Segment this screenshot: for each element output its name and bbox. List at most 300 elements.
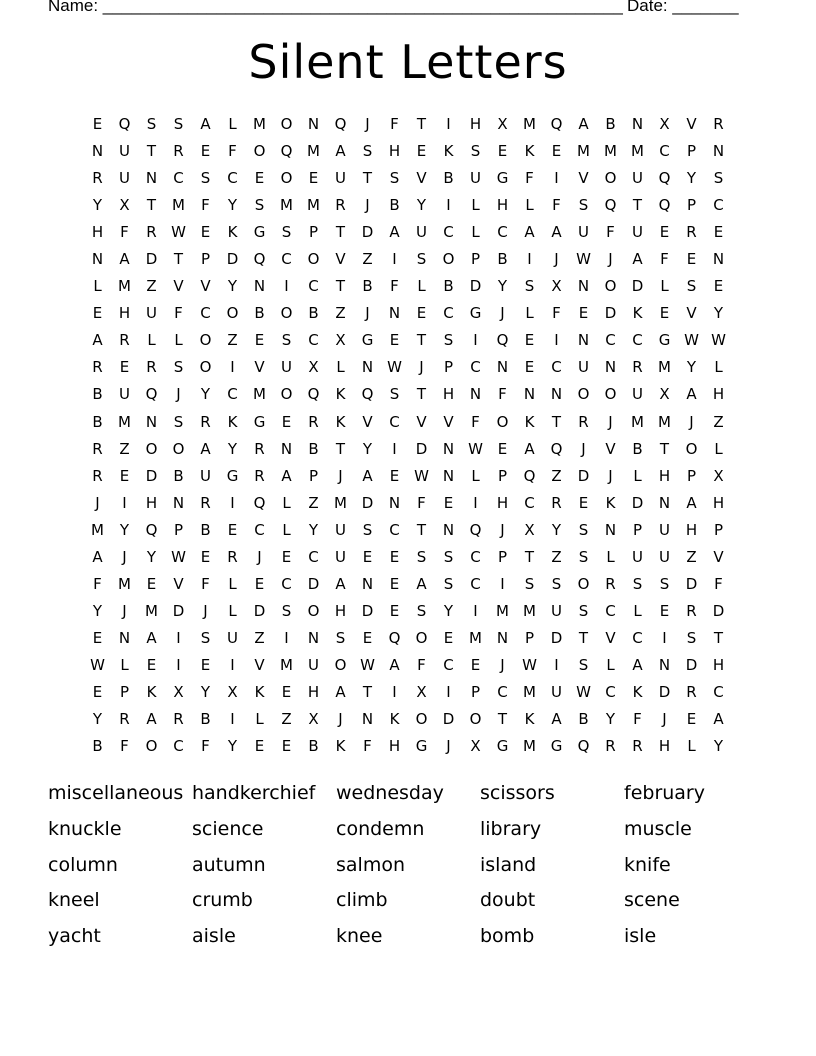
grid-letter[interactable]: E xyxy=(92,682,103,701)
grid-letter[interactable]: D xyxy=(577,466,590,485)
grid-letter[interactable]: E xyxy=(551,142,562,161)
grid-letter[interactable]: U xyxy=(659,520,670,539)
grid-letter[interactable]: Y xyxy=(92,196,103,215)
grid-letter[interactable]: S xyxy=(362,520,373,539)
grid-letter[interactable]: R xyxy=(686,682,697,701)
grid-letter[interactable]: C xyxy=(200,304,211,323)
grid-letter[interactable]: R xyxy=(92,466,103,485)
grid-letter[interactable]: L xyxy=(255,710,264,729)
grid-letter[interactable]: Y xyxy=(605,710,616,729)
grid-letter[interactable]: A xyxy=(200,439,211,458)
grid-letter[interactable]: T xyxy=(524,547,535,566)
grid-letter[interactable]: S xyxy=(389,385,400,404)
grid-letter[interactable]: H xyxy=(685,520,698,539)
grid-letter[interactable]: Z xyxy=(686,547,697,566)
grid-letter[interactable]: N xyxy=(118,628,131,647)
grid-letter[interactable]: T xyxy=(335,223,346,242)
grid-letter[interactable]: X xyxy=(227,682,238,701)
grid-letter[interactable]: N xyxy=(577,331,590,350)
grid-letter[interactable]: E xyxy=(200,223,211,242)
grid-letter[interactable]: T xyxy=(632,196,643,215)
grid-letter[interactable]: B xyxy=(92,412,103,431)
grid-letter[interactable]: J xyxy=(365,304,370,323)
grid-letter[interactable]: K xyxy=(227,223,238,242)
grid-letter[interactable]: P xyxy=(632,520,643,539)
grid-letter[interactable]: K xyxy=(524,710,535,729)
grid-letter[interactable]: H xyxy=(712,655,725,674)
grid-letter[interactable]: N xyxy=(361,710,374,729)
grid-letter[interactable]: F xyxy=(201,574,210,593)
grid-letter[interactable]: I xyxy=(446,115,451,133)
grid-letter[interactable]: B xyxy=(200,710,211,729)
grid-letter[interactable]: E xyxy=(389,547,400,566)
grid-letter[interactable]: L xyxy=(228,601,237,620)
grid-letter[interactable]: N xyxy=(91,142,104,161)
grid-letter[interactable]: E xyxy=(146,655,157,674)
grid-letter[interactable]: C xyxy=(632,331,643,350)
grid-letter[interactable]: F xyxy=(498,385,507,404)
grid-letter[interactable]: B xyxy=(389,196,400,215)
grid-letter[interactable]: E xyxy=(659,304,670,323)
grid-letter[interactable]: H xyxy=(91,223,104,242)
grid-letter[interactable]: C xyxy=(524,493,535,512)
grid-letter[interactable]: H xyxy=(496,196,509,215)
grid-letter[interactable]: R xyxy=(632,737,643,756)
grid-letter[interactable]: X xyxy=(659,385,670,404)
grid-letter[interactable]: Y xyxy=(92,710,103,729)
grid-letter[interactable]: Q xyxy=(577,737,590,756)
grid-letter[interactable]: E xyxy=(713,223,724,242)
grid-letter[interactable]: O xyxy=(577,385,590,404)
grid-letter[interactable]: I xyxy=(554,655,559,674)
grid-letter[interactable]: K xyxy=(227,412,238,431)
grid-letter[interactable]: D xyxy=(415,439,428,458)
grid-letter[interactable]: I xyxy=(284,628,289,647)
grid-letter[interactable]: E xyxy=(443,493,454,512)
grid-letter[interactable]: S xyxy=(524,277,535,296)
grid-letter[interactable]: V xyxy=(362,412,373,431)
grid-letter[interactable]: Z xyxy=(146,277,157,296)
grid-letter[interactable]: V xyxy=(254,358,265,377)
grid-letter[interactable]: L xyxy=(282,520,291,539)
grid-letter[interactable]: E xyxy=(92,628,103,647)
grid-letter[interactable]: Z xyxy=(308,493,319,512)
grid-letter[interactable]: O xyxy=(253,142,266,161)
grid-letter[interactable]: V xyxy=(200,277,211,296)
grid-letter[interactable]: M xyxy=(631,142,644,161)
grid-letter[interactable]: A xyxy=(335,142,346,161)
grid-letter[interactable]: Y xyxy=(686,358,697,377)
grid-letter[interactable]: B xyxy=(308,304,319,323)
grid-letter[interactable]: E xyxy=(146,574,157,593)
grid-letter[interactable]: F xyxy=(633,710,642,729)
grid-letter[interactable]: O xyxy=(469,710,482,729)
grid-letter[interactable]: E xyxy=(119,358,130,377)
grid-letter[interactable]: B xyxy=(497,250,508,269)
grid-letter[interactable]: A xyxy=(200,115,211,133)
grid-letter[interactable]: T xyxy=(659,439,670,458)
grid-letter[interactable]: Q xyxy=(145,520,158,539)
grid-letter[interactable]: J xyxy=(257,547,262,566)
grid-letter[interactable]: M xyxy=(469,628,482,647)
grid-letter[interactable]: E xyxy=(524,358,535,377)
grid-letter[interactable]: S xyxy=(254,196,265,215)
grid-letter[interactable]: M xyxy=(118,277,131,296)
grid-letter[interactable]: M xyxy=(118,412,131,431)
grid-letter[interactable]: E xyxy=(416,142,427,161)
grid-letter[interactable]: V xyxy=(713,547,724,566)
grid-letter[interactable]: W xyxy=(171,547,186,566)
grid-letter[interactable]: J xyxy=(419,358,424,377)
grid-letter[interactable]: R xyxy=(173,710,184,729)
grid-letter[interactable]: M xyxy=(145,601,158,620)
grid-letter[interactable]: I xyxy=(230,710,235,729)
grid-letter[interactable]: K xyxy=(335,412,346,431)
grid-letter[interactable]: A xyxy=(686,385,697,404)
grid-letter[interactable]: Y xyxy=(551,520,562,539)
grid-letter[interactable]: L xyxy=(174,331,183,350)
grid-letter[interactable]: J xyxy=(608,250,613,269)
grid-letter[interactable]: R xyxy=(119,331,130,350)
grid-letter[interactable]: U xyxy=(227,628,238,647)
grid-letter[interactable]: O xyxy=(280,304,293,323)
grid-letter[interactable]: B xyxy=(443,169,454,188)
grid-letter[interactable]: H xyxy=(118,304,131,323)
grid-letter[interactable]: P xyxy=(173,520,184,539)
grid-letter[interactable]: N xyxy=(469,385,482,404)
grid-letter[interactable]: W xyxy=(90,655,105,674)
grid-letter[interactable]: E xyxy=(254,331,265,350)
grid-letter[interactable]: L xyxy=(606,547,615,566)
grid-letter[interactable]: T xyxy=(551,412,562,431)
grid-letter[interactable]: I xyxy=(662,628,667,647)
grid-letter[interactable]: L xyxy=(687,737,696,756)
grid-letter[interactable]: M xyxy=(523,682,536,701)
grid-letter[interactable]: H xyxy=(469,115,482,133)
grid-letter[interactable]: Y xyxy=(308,520,319,539)
grid-letter[interactable]: J xyxy=(176,385,181,404)
grid-letter[interactable]: C xyxy=(497,682,508,701)
grid-letter[interactable]: M xyxy=(118,574,131,593)
grid-letter[interactable]: M xyxy=(280,655,293,674)
grid-letter[interactable]: O xyxy=(280,385,293,404)
grid-letter[interactable]: E xyxy=(92,304,103,323)
grid-letter[interactable]: S xyxy=(713,169,724,188)
grid-letter[interactable]: T xyxy=(362,682,373,701)
grid-letter[interactable]: H xyxy=(712,385,725,404)
grid-letter[interactable]: R xyxy=(254,466,265,485)
grid-letter[interactable]: C xyxy=(173,169,184,188)
grid-letter[interactable]: D xyxy=(361,493,374,512)
grid-letter[interactable]: P xyxy=(524,628,535,647)
grid-letter[interactable]: H xyxy=(496,493,509,512)
grid-letter[interactable]: D xyxy=(145,466,158,485)
grid-letter[interactable]: M xyxy=(658,412,671,431)
grid-letter[interactable]: G xyxy=(226,466,239,485)
grid-letter[interactable]: N xyxy=(550,385,563,404)
grid-letter[interactable]: R xyxy=(551,493,562,512)
grid-letter[interactable]: Z xyxy=(227,331,238,350)
grid-letter[interactable]: V xyxy=(416,412,427,431)
grid-letter[interactable]: P xyxy=(686,196,697,215)
grid-letter[interactable]: L xyxy=(525,304,534,323)
grid-letter[interactable]: X xyxy=(416,682,427,701)
grid-letter[interactable]: G xyxy=(415,737,428,756)
grid-letter[interactable]: U xyxy=(551,601,562,620)
grid-letter[interactable]: L xyxy=(282,493,291,512)
grid-letter[interactable]: E xyxy=(362,628,373,647)
grid-letter[interactable]: Z xyxy=(281,710,292,729)
grid-letter[interactable]: G xyxy=(469,304,482,323)
grid-letter[interactable]: R xyxy=(632,358,643,377)
grid-letter[interactable]: D xyxy=(361,223,374,242)
grid-letter[interactable]: A xyxy=(632,655,643,674)
grid-letter[interactable]: X xyxy=(470,737,481,756)
grid-letter[interactable]: F xyxy=(201,737,210,756)
grid-letter[interactable]: A xyxy=(335,574,346,593)
grid-letter[interactable]: C xyxy=(173,737,184,756)
grid-letter[interactable]: N xyxy=(361,358,374,377)
grid-letter[interactable]: C xyxy=(605,682,616,701)
grid-letter[interactable]: U xyxy=(119,169,130,188)
grid-letter[interactable]: E xyxy=(578,304,589,323)
grid-letter[interactable]: D xyxy=(658,682,671,701)
grid-letter[interactable]: F xyxy=(660,250,669,269)
grid-letter[interactable]: B xyxy=(92,385,103,404)
grid-letter[interactable]: K xyxy=(254,682,265,701)
grid-letter[interactable]: N xyxy=(91,250,104,269)
grid-letter[interactable]: D xyxy=(172,601,185,620)
grid-letter[interactable]: M xyxy=(253,115,266,133)
grid-letter[interactable]: U xyxy=(578,223,589,242)
grid-letter[interactable]: N xyxy=(442,520,455,539)
grid-letter[interactable]: U xyxy=(632,385,643,404)
grid-letter[interactable]: Q xyxy=(523,466,536,485)
grid-letter[interactable]: S xyxy=(443,331,454,350)
grid-letter[interactable]: B xyxy=(605,115,616,133)
grid-letter[interactable]: R xyxy=(605,737,616,756)
grid-letter[interactable]: W xyxy=(522,655,537,674)
grid-letter[interactable]: T xyxy=(416,385,427,404)
grid-letter[interactable]: U xyxy=(632,223,643,242)
grid-letter[interactable]: Y xyxy=(713,737,724,756)
grid-letter[interactable]: U xyxy=(632,169,643,188)
grid-letter[interactable]: T xyxy=(578,628,589,647)
grid-letter[interactable]: U xyxy=(551,682,562,701)
grid-letter[interactable]: C xyxy=(713,682,724,701)
grid-letter[interactable]: X xyxy=(119,196,130,215)
grid-letter[interactable]: E xyxy=(281,682,292,701)
grid-letter[interactable]: V xyxy=(335,250,346,269)
grid-letter[interactable]: N xyxy=(496,628,509,647)
grid-letter[interactable]: E xyxy=(389,331,400,350)
grid-letter[interactable]: R xyxy=(200,412,211,431)
grid-letter[interactable]: O xyxy=(685,439,698,458)
grid-letter[interactable]: C xyxy=(659,142,670,161)
grid-letter[interactable]: C xyxy=(389,412,400,431)
grid-letter[interactable]: S xyxy=(173,358,184,377)
grid-letter[interactable]: I xyxy=(392,682,397,701)
grid-letter[interactable]: P xyxy=(497,466,508,485)
grid-letter[interactable]: U xyxy=(470,169,481,188)
grid-letter[interactable]: L xyxy=(228,574,237,593)
grid-letter[interactable]: Y xyxy=(92,601,103,620)
grid-letter[interactable]: D xyxy=(685,574,698,593)
grid-letter[interactable]: U xyxy=(308,655,319,674)
grid-letter[interactable]: O xyxy=(199,331,212,350)
grid-letter[interactable]: G xyxy=(253,223,266,242)
grid-letter[interactable]: B xyxy=(92,737,103,756)
grid-letter[interactable]: W xyxy=(576,682,591,701)
grid-letter[interactable]: G xyxy=(361,331,374,350)
grid-letter[interactable]: N xyxy=(604,520,617,539)
grid-letter[interactable]: O xyxy=(145,737,158,756)
grid-letter[interactable]: I xyxy=(446,196,451,215)
grid-letter[interactable]: C xyxy=(281,574,292,593)
grid-letter[interactable]: S xyxy=(578,655,589,674)
grid-letter[interactable]: S xyxy=(443,574,454,593)
grid-letter[interactable]: J xyxy=(122,601,127,620)
grid-letter[interactable]: E xyxy=(524,331,535,350)
grid-letter[interactable]: M xyxy=(172,196,185,215)
grid-letter[interactable]: L xyxy=(714,439,723,458)
grid-letter[interactable]: M xyxy=(307,196,320,215)
grid-letter[interactable]: S xyxy=(416,250,427,269)
grid-letter[interactable]: X xyxy=(335,331,346,350)
grid-letter[interactable]: B xyxy=(632,439,643,458)
grid-letter[interactable]: L xyxy=(93,277,102,296)
grid-letter[interactable]: N xyxy=(307,115,320,133)
grid-letter[interactable]: L xyxy=(471,223,480,242)
grid-letter[interactable]: R xyxy=(92,169,103,188)
grid-letter[interactable]: K xyxy=(524,412,535,431)
grid-letter[interactable]: T xyxy=(497,710,508,729)
grid-letter[interactable]: M xyxy=(577,142,590,161)
grid-letter[interactable]: R xyxy=(92,439,103,458)
grid-letter[interactable]: S xyxy=(578,547,589,566)
grid-letter[interactable]: A xyxy=(551,710,562,729)
grid-letter[interactable]: E xyxy=(119,466,130,485)
grid-letter[interactable]: Q xyxy=(658,169,671,188)
grid-letter[interactable]: Q xyxy=(253,250,266,269)
grid-letter[interactable]: N xyxy=(712,142,725,161)
grid-letter[interactable]: W xyxy=(468,439,483,458)
grid-letter[interactable]: D xyxy=(253,601,266,620)
grid-letter[interactable]: R xyxy=(200,493,211,512)
grid-letter[interactable]: E xyxy=(578,493,589,512)
grid-letter[interactable]: S xyxy=(173,115,184,133)
grid-letter[interactable]: E xyxy=(686,710,697,729)
grid-letter[interactable]: U xyxy=(416,223,427,242)
grid-letter[interactable]: J xyxy=(203,601,208,620)
grid-letter[interactable]: U xyxy=(659,547,670,566)
grid-letter[interactable]: S xyxy=(389,169,400,188)
grid-letter[interactable]: U xyxy=(335,520,346,539)
grid-letter[interactable]: P xyxy=(470,682,481,701)
grid-letter[interactable]: G xyxy=(253,412,266,431)
grid-letter[interactable]: F xyxy=(120,223,129,242)
grid-letter[interactable]: B xyxy=(443,277,454,296)
grid-letter[interactable]: J xyxy=(95,493,100,512)
grid-letter[interactable]: Y xyxy=(227,196,238,215)
grid-letter[interactable]: A xyxy=(119,250,130,269)
grid-letter[interactable]: B xyxy=(254,304,265,323)
grid-letter[interactable]: H xyxy=(388,142,401,161)
grid-letter[interactable]: F xyxy=(363,737,372,756)
grid-letter[interactable]: S xyxy=(146,115,157,133)
grid-letter[interactable]: Y xyxy=(146,547,157,566)
grid-letter[interactable]: S xyxy=(362,142,373,161)
grid-letter[interactable]: I xyxy=(473,601,478,620)
grid-letter[interactable]: M xyxy=(280,196,293,215)
grid-letter[interactable]: C xyxy=(443,223,454,242)
grid-letter[interactable]: A xyxy=(92,331,103,350)
grid-letter[interactable]: H xyxy=(658,466,671,485)
grid-letter[interactable]: M xyxy=(604,142,617,161)
grid-letter[interactable]: T xyxy=(335,439,346,458)
grid-letter[interactable]: H xyxy=(712,493,725,512)
grid-letter[interactable]: X xyxy=(173,682,184,701)
grid-letter[interactable]: E xyxy=(470,655,481,674)
grid-letter[interactable]: I xyxy=(554,331,559,350)
grid-letter[interactable]: F xyxy=(417,655,426,674)
date-field[interactable]: Date: _______ xyxy=(627,0,739,15)
grid-letter[interactable]: C xyxy=(308,547,319,566)
grid-letter[interactable]: D xyxy=(631,277,644,296)
grid-letter[interactable]: N xyxy=(280,439,293,458)
grid-letter[interactable]: A xyxy=(416,574,427,593)
grid-letter[interactable]: P xyxy=(308,466,319,485)
grid-letter[interactable]: J xyxy=(500,520,505,539)
grid-letter[interactable]: R xyxy=(686,223,697,242)
grid-letter[interactable]: Q xyxy=(253,493,266,512)
grid-letter[interactable]: X xyxy=(551,277,562,296)
grid-letter[interactable]: Q xyxy=(361,385,374,404)
grid-letter[interactable]: F xyxy=(606,223,615,242)
grid-letter[interactable]: A xyxy=(551,223,562,242)
grid-letter[interactable]: E xyxy=(200,142,211,161)
grid-letter[interactable]: W xyxy=(684,331,699,350)
grid-letter[interactable]: R xyxy=(335,196,346,215)
grid-letter[interactable]: I xyxy=(473,493,478,512)
grid-letter[interactable]: M xyxy=(307,142,320,161)
grid-letter[interactable]: O xyxy=(604,277,617,296)
grid-letter[interactable]: R xyxy=(605,574,616,593)
grid-letter[interactable]: C xyxy=(308,331,319,350)
grid-letter[interactable]: D xyxy=(604,304,617,323)
grid-letter[interactable]: L xyxy=(525,196,534,215)
grid-letter[interactable]: R xyxy=(146,358,157,377)
grid-letter[interactable]: F xyxy=(390,115,399,133)
grid-letter[interactable]: C xyxy=(713,196,724,215)
grid-letter[interactable]: M xyxy=(631,412,644,431)
grid-letter[interactable]: C xyxy=(470,574,481,593)
grid-letter[interactable]: C xyxy=(443,304,454,323)
grid-letter[interactable]: R xyxy=(227,547,238,566)
grid-letter[interactable]: J xyxy=(500,655,505,674)
grid-letter[interactable]: R xyxy=(146,223,157,242)
grid-letter[interactable]: P xyxy=(686,466,697,485)
grid-letter[interactable]: V xyxy=(605,439,616,458)
grid-letter[interactable]: E xyxy=(200,547,211,566)
grid-letter[interactable]: M xyxy=(91,520,104,539)
grid-letter[interactable]: X xyxy=(713,466,724,485)
grid-letter[interactable]: T xyxy=(713,628,724,647)
grid-letter[interactable]: T xyxy=(416,520,427,539)
grid-letter[interactable]: C xyxy=(605,601,616,620)
grid-letter[interactable]: P xyxy=(308,223,319,242)
grid-letter[interactable]: N xyxy=(442,439,455,458)
